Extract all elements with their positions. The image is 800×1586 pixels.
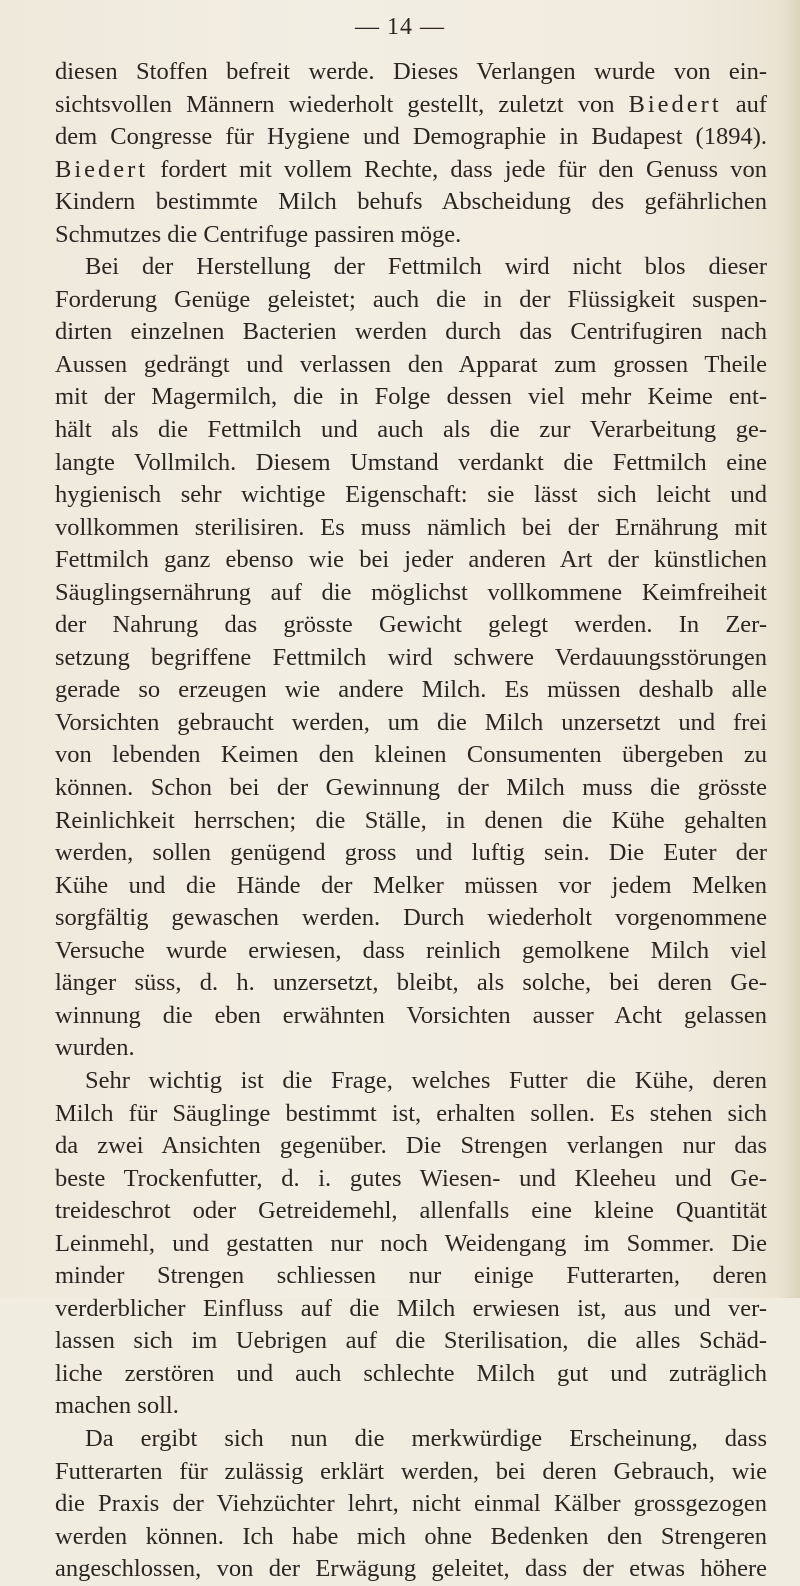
spaced-name: Biedert <box>55 155 149 183</box>
text-line: sichtsvollen Männern wiederholt gestellt, zuletzt von Biedert auf <box>55 90 767 118</box>
text-line: wurden. <box>55 1034 135 1062</box>
text-line: lassen sich im Uebrigen auf die Sterilisation, die alles Schäd- <box>55 1327 767 1355</box>
text-line: werden, sollen genügend gross und luftig sein. Die Euter der <box>55 839 767 867</box>
page-number: — 14 — <box>355 14 445 40</box>
text-line: Kühe und die Hände der Melker müssen vor jedem Melken <box>55 871 767 899</box>
text-line: Versuche wurde erwiesen, dass reinlich gemolkene Milch viel <box>55 936 767 964</box>
text-line: liche zerstören und auch schlechte Milch gut und zuträglich <box>55 1359 767 1387</box>
text-line: Milch für Säuglinge bestimmt ist, erhalten sollen. Es stehen sich <box>55 1099 767 1127</box>
text-line: länger süss, d. h. unzersetzt, bleibt, als solche, bei deren Ge- <box>55 969 767 997</box>
text-line: werden können. Ich habe mich ohne Bedenken den Strengeren <box>55 1522 767 1550</box>
text-line: minder Strengen schliessen nur einige Futterarten, deren <box>55 1262 767 1290</box>
text-line: da zwei Ansichten gegenüber. Die Strengen verlangen nur das <box>55 1132 767 1160</box>
text-line: Leinmehl, und gestatten nur noch Weidengang im Sommer. Die <box>55 1229 767 1257</box>
text-line: langte Vollmilch. Diesem Umstand verdankt die Fettmilch eine <box>55 448 767 476</box>
text-line: mit der Magermilch, die in Folge dessen viel mehr Keime ent- <box>55 383 767 411</box>
text-line: dem Congresse für Hygiene und Demographie in Budapest (1894). <box>55 123 767 151</box>
text-line: Aussen gedrängt und verlassen den Apparat zum grossen Theile <box>55 350 767 378</box>
text-line: hygienisch sehr wichtige Eigenschaft: sie lässt sich leicht und <box>55 481 767 509</box>
text-line: Da ergibt sich nun die merkwürdige Erscheinung, dass <box>85 1424 767 1452</box>
text-line: Sehr wichtig ist die Frage, welches Futter die Kühe, deren <box>85 1066 767 1094</box>
text-line: Futterarten für zulässig erklärt werden, bei deren Gebrauch, wie <box>55 1457 767 1485</box>
text-line: Fettmilch ganz ebenso wie bei jeder anderen Art der künstlichen <box>55 546 767 574</box>
text-line: winnung die eben erwähnten Vorsichten ausser Acht gelassen <box>55 1001 767 1029</box>
spaced-name: Biedert <box>628 90 722 118</box>
text-line: verderblicher Einfluss auf die Milch erwiesen ist, aus und ver- <box>55 1294 767 1322</box>
text-line: setzung begriffene Fettmilch wird schwere Verdauungsstörungen <box>55 643 767 671</box>
text-line: von lebenden Keimen den kleinen Consumenten übergeben zu <box>55 741 767 769</box>
text-line: Vorsichten gebraucht werden, um die Milch unzersetzt und frei <box>55 708 767 736</box>
page-edge-shadow <box>778 0 800 1298</box>
text-line: Kindern bestimmte Milch behufs Abscheidung des gefährlichen <box>55 188 767 216</box>
body-text <box>55 56 767 1586</box>
text-line: sorgfältig gewaschen werden. Durch wiederholt vorgenommene <box>55 904 767 932</box>
text-line: Reinlichkeit herrschen; die Ställe, in denen die Kühe gehalten <box>55 806 767 834</box>
text-line: der Nahrung das grösste Gewicht gelegt werden. In Zer- <box>55 611 767 639</box>
text-line: machen soll. <box>55 1392 179 1420</box>
text-line: die Praxis der Viehzüchter lehrt, nicht einmal Kälber grossgezogen <box>55 1490 767 1518</box>
text-line: Säuglingsernährung auf die möglichst vollkommene Keimfreiheit <box>55 578 767 606</box>
text-line: hält als die Fettmilch und auch als die zur Verarbeitung ge- <box>55 416 767 444</box>
text-line: Bei der Herstellung der Fettmilch wird nicht blos dieser <box>85 253 767 281</box>
text-line: können. Schon bei der Gewinnung der Milch muss die grösste <box>55 774 767 802</box>
text-line: angeschlossen, von der Erwägung geleitet, dass der etwas höhere <box>55 1555 767 1583</box>
text-line: vollkommen sterilisiren. Es muss nämlich bei der Ernährung mit <box>55 513 767 541</box>
text-line: Biedert fordert mit vollem Rechte, dass jede für den Genuss von <box>55 155 767 183</box>
text-line: gerade so erzeugen wie andere Milch. Es müssen deshalb alle <box>55 676 767 704</box>
text-line: Schmutzes die Centrifuge passiren möge. <box>55 220 462 248</box>
text-line: diesen Stoffen befreit werde. Dieses Verlangen wurde von ein- <box>55 58 767 85</box>
text-line: treideschrot oder Getreidemehl, allenfalls eine kleine Quantität <box>55 1197 767 1225</box>
text-line: dirten einzelnen Bacterien werden durch das Centrifugiren nach <box>55 318 767 346</box>
text-line: Forderung Genüge geleistet; auch die in der Flüssigkeit suspen- <box>55 285 767 313</box>
text-line: beste Trockenfutter, d. i. gutes Wiesen- und Kleeheu und Ge- <box>55 1164 767 1192</box>
